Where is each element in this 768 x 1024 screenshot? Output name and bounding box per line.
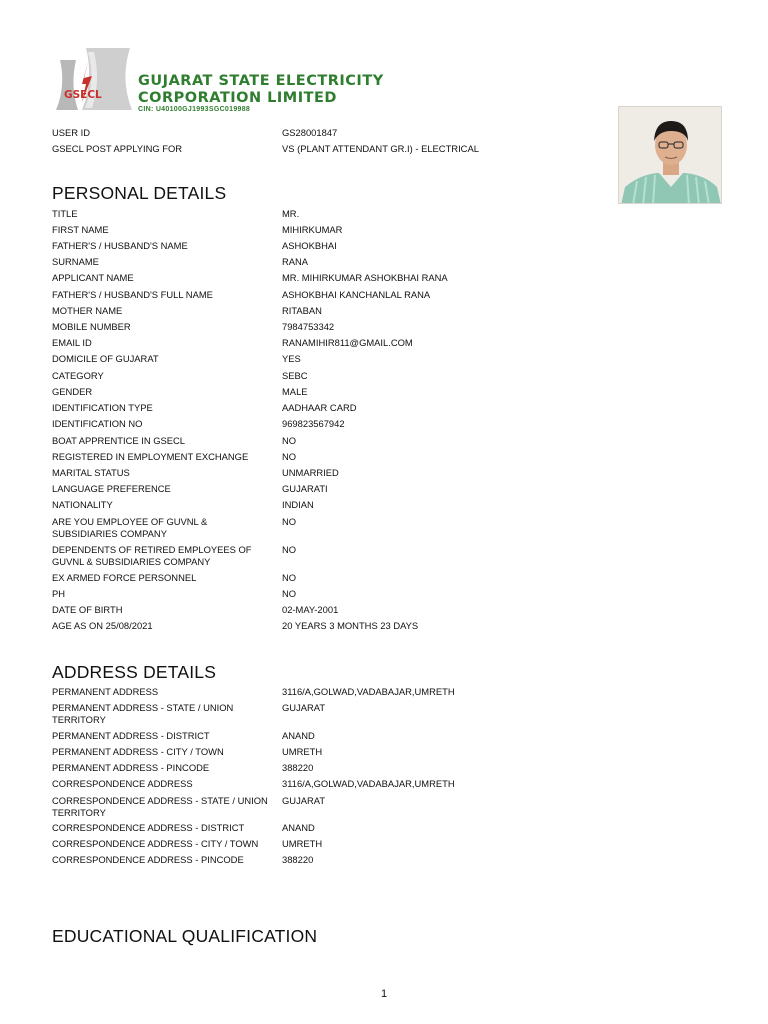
field-value: MALE — [282, 386, 308, 397]
field-label: CORRESPONDENCE ADDRESS - PINCODE — [52, 854, 244, 865]
field-label: NATIONALITY — [52, 499, 113, 510]
person-photo-icon — [619, 107, 722, 204]
field-value: NO — [282, 516, 297, 527]
field-value: AADHAAR CARD — [282, 402, 357, 413]
field-value: 02-MAY-2001 — [282, 604, 339, 615]
field-label: CORRESPONDENCE ADDRESS - STATE / UNION TERRITORY — [52, 795, 268, 818]
company-cin: CIN: U40100GJ1993SGC019988 — [138, 106, 251, 113]
field-label: MOBILE NUMBER — [52, 321, 131, 332]
company-name-line2: CORPORATION LIMITED — [138, 90, 337, 106]
field-value: 3116/A,GOLWAD,VADABAJAR,UMRETH — [282, 778, 455, 789]
gsecl-logo-icon — [52, 46, 134, 112]
field-label: PERMANENT ADDRESS - DISTRICT — [52, 730, 210, 741]
field-value: INDIAN — [282, 499, 314, 510]
field-value: 3116/A,GOLWAD,VADABAJAR,UMRETH — [282, 686, 455, 697]
applicant-photo — [618, 106, 722, 204]
field-label: CORRESPONDENCE ADDRESS - CITY / TOWN — [52, 838, 259, 849]
field-value: 388220 — [282, 762, 314, 773]
field-label: USER ID — [52, 127, 91, 138]
field-value: GS28001847 — [282, 127, 338, 138]
field-label: IDENTIFICATION NO — [52, 418, 143, 429]
field-label: BOAT APPRENTICE IN GSECL — [52, 435, 186, 446]
field-label: LANGUAGE PREFERENCE — [52, 483, 171, 494]
page-number: 1 — [380, 988, 388, 1000]
field-label: MOTHER NAME — [52, 305, 123, 316]
field-label: CORRESPONDENCE ADDRESS — [52, 778, 193, 789]
field-label: GENDER — [52, 386, 93, 397]
field-label: PERMANENT ADDRESS - STATE / UNION TERRITORY — [52, 702, 234, 725]
field-label: EMAIL ID — [52, 337, 92, 348]
field-value: 388220 — [282, 854, 314, 865]
field-value: ANAND — [282, 730, 315, 741]
field-value: ANAND — [282, 822, 315, 833]
field-label: ARE YOU EMPLOYEE OF GUVNL & SUBSIDIARIES COMPANY — [52, 516, 208, 539]
field-label: PH — [52, 588, 66, 599]
field-value: MR. MIHIRKUMAR ASHOKBHAI RANA — [282, 272, 448, 283]
field-label: DATE OF BIRTH — [52, 604, 123, 615]
section-heading-education: EDUCATIONAL QUALIFICATION — [52, 926, 318, 946]
field-value: GUJARATI — [282, 483, 328, 494]
field-label: FATHER'S / HUSBAND'S NAME — [52, 240, 188, 251]
field-value: 969823567942 — [282, 418, 345, 429]
field-value: NO — [282, 451, 297, 462]
field-label: FATHER'S / HUSBAND'S FULL NAME — [52, 289, 213, 300]
field-value: RANA — [282, 256, 309, 267]
field-value: 7984753342 — [282, 321, 335, 332]
field-value: ASHOKBHAI — [282, 240, 337, 251]
field-value: UMRETH — [282, 746, 323, 757]
field-label: SURNAME — [52, 256, 99, 267]
field-label: PERMANENT ADDRESS - PINCODE — [52, 762, 210, 773]
field-value: NO — [282, 572, 297, 583]
field-label: AGE AS ON 25/08/2021 — [52, 620, 153, 631]
field-label: REGISTERED IN EMPLOYMENT EXCHANGE — [52, 451, 249, 462]
field-value: RITABAN — [282, 305, 322, 316]
field-label: IDENTIFICATION TYPE — [52, 402, 153, 413]
field-value: UNMARRIED — [282, 467, 339, 478]
company-logo — [52, 46, 442, 114]
field-value: ASHOKBHAI KANCHANLAL RANA — [282, 289, 431, 300]
field-value: SEBC — [282, 370, 308, 381]
field-label: PERMANENT ADDRESS — [52, 686, 159, 697]
field-value: RANAMIHIR811@GMAIL.COM — [282, 337, 413, 348]
field-label: MARITAL STATUS — [52, 467, 130, 478]
field-label: FIRST NAME — [52, 224, 109, 235]
section-heading-personal: PERSONAL DETAILS — [52, 183, 227, 203]
field-value: VS (PLANT ATTENDANT GR.I) - ELECTRICAL — [282, 143, 479, 154]
field-label: EX ARMED FORCE PERSONNEL — [52, 572, 197, 583]
field-label: APPLICANT NAME — [52, 272, 134, 283]
company-name — [138, 73, 384, 107]
field-value: NO — [282, 544, 297, 555]
field-label: TITLE — [52, 208, 78, 219]
field-label: GSECL POST APPLYING FOR — [52, 143, 183, 154]
section-heading-address: ADDRESS DETAILS — [52, 662, 217, 682]
field-value: GUJARAT — [282, 702, 326, 713]
field-label: PERMANENT ADDRESS - CITY / TOWN — [52, 746, 224, 757]
field-label: DOMICILE OF GUJARAT — [52, 353, 159, 364]
field-label: CATEGORY — [52, 370, 104, 381]
logo-mark-text: GSECL — [64, 89, 102, 101]
field-value: GUJARAT — [282, 795, 326, 806]
field-value: NO — [282, 435, 297, 446]
field-value: NO — [282, 588, 297, 599]
field-value: YES — [282, 353, 301, 364]
field-value: 20 YEARS 3 MONTHS 23 DAYS — [282, 620, 419, 631]
field-label: DEPENDENTS OF RETIRED EMPLOYEES OF GUVNL & SUBSIDIARIES COMPANY — [52, 544, 252, 567]
field-value: MR. — [282, 208, 300, 219]
field-value: UMRETH — [282, 838, 323, 849]
company-name-line1: GUJARAT STATE ELECTRICITY — [138, 73, 384, 89]
field-label: CORRESPONDENCE ADDRESS - DISTRICT — [52, 822, 245, 833]
field-value: MIHIRKUMAR — [282, 224, 343, 235]
